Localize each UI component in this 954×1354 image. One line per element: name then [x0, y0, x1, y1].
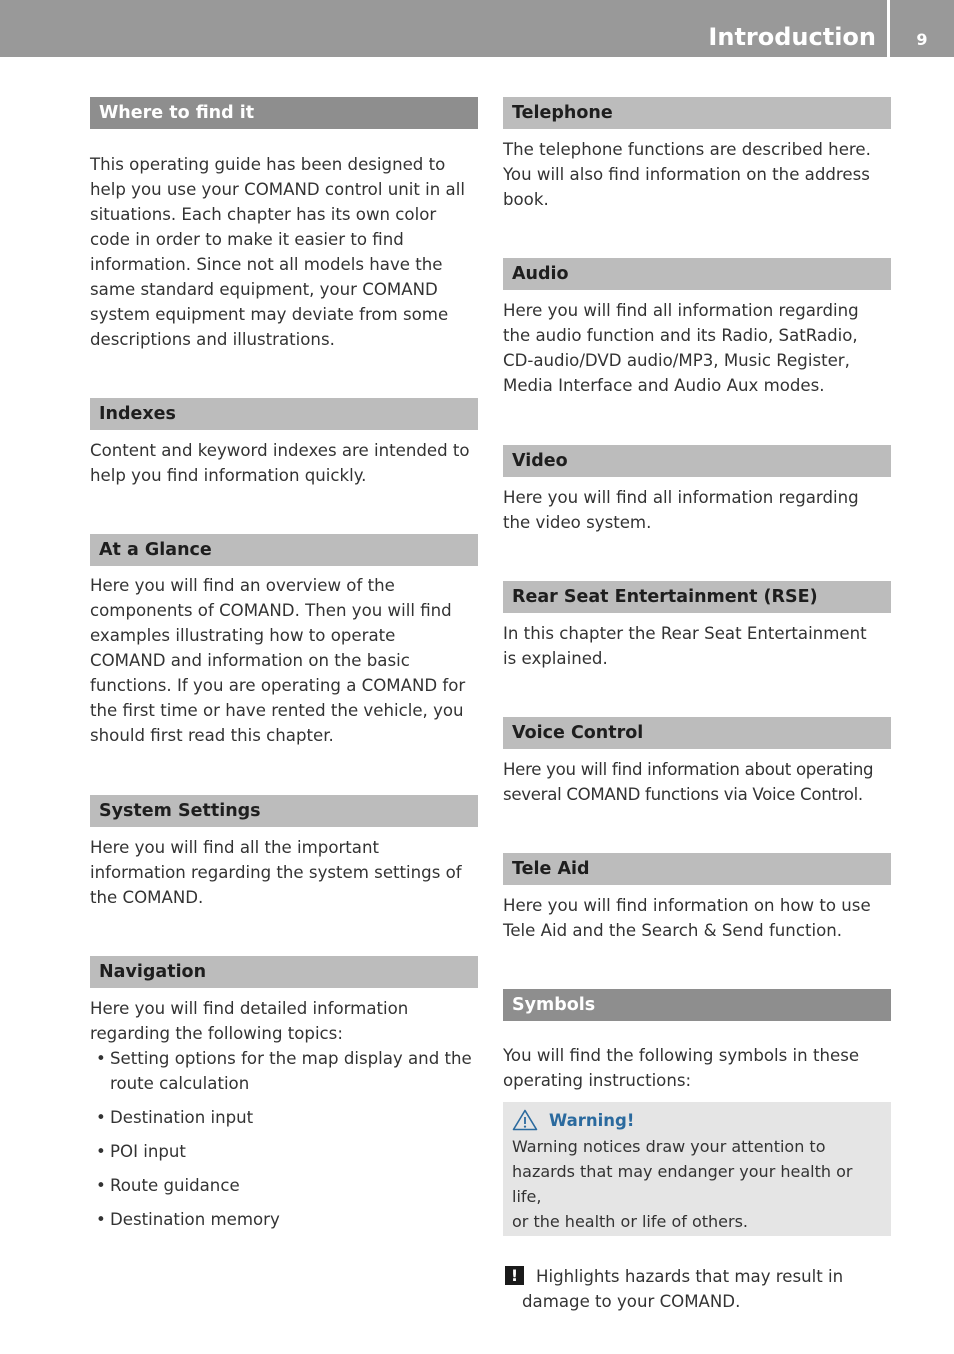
section-heading-indexes: Indexes	[90, 398, 478, 430]
warning-title: Warning!	[549, 1110, 635, 1130]
list-item: • Setting options for the map display and the route calculation	[96, 1049, 472, 1093]
voice-control-text: Here you will find information about operating several COMAND functions via Voice Control.	[503, 760, 874, 804]
section-heading-rse: Rear Seat Entertainment (RSE)	[503, 581, 891, 613]
tele-aid-text: Here you will find information on how to use Tele Aid and the Search & Send function.	[503, 896, 871, 940]
video-text: Here you will find all information regarding the video system.	[503, 488, 859, 532]
page-header	[0, 0, 954, 57]
section-heading-at-a-glance: At a Glance	[90, 534, 478, 566]
note-highlight	[503, 1264, 891, 1314]
list-item: • POI input	[96, 1142, 186, 1161]
list-item: • Route guidance	[96, 1176, 240, 1195]
warning-box	[503, 1102, 891, 1236]
system-settings-text: Here you will find all the important information regarding the system settings of the COMAND.	[90, 838, 462, 907]
left-column	[90, 97, 478, 1232]
indexes-text: Content and keyword indexes are intended to help you find information quickly.	[90, 441, 470, 485]
where-to-find-text: This operating guide has been designed to help you use your COMAND control unit in all situations. Each chapter has its own color code in order to make it easier to find information. Since not all models have the same standard equipment, your COMAND system equipment may deviate from some descriptions and illustrations.	[90, 155, 465, 349]
right-column	[503, 97, 891, 1314]
section-heading-system-settings: System Settings	[90, 795, 478, 827]
symbols-text: You will find the following symbols in these operating instructions:	[503, 1046, 860, 1090]
section-heading-video: Video	[503, 445, 891, 477]
section-heading-voice-control: Voice Control	[503, 717, 891, 749]
at-a-glance-text: Here you will find an overview of the components of COMAND. Then you will find examples illustrating how to operate COMAND and information on the basic functions. If you are operating a COMAND for the first time or have rented the vehicle, you should first read this chapter.	[90, 576, 466, 745]
rse-text: In this chapter the Rear Seat Entertainment is explained.	[503, 624, 867, 668]
warning-heading	[512, 1106, 883, 1134]
navigation-topic-list	[90, 1046, 478, 1232]
section-heading-tele-aid: Tele Aid	[503, 853, 891, 885]
section-heading-audio: Audio	[503, 258, 891, 290]
exclamation-icon: !	[505, 1266, 524, 1285]
navigation-text: Here you will find detailed information regarding the following topics:	[90, 999, 409, 1043]
list-item: • Destination memory	[96, 1210, 280, 1229]
audio-text: Here you will find all information regarding the audio function and its Radio, SatRadio, CD-audio/DVD audio/MP3, Music Register, Media Interface and Audio Aux modes.	[503, 301, 859, 395]
telephone-text: The telephone functions are described here. You will also find information on the address book.	[503, 140, 871, 209]
note-text-line-2: damage to your COMAND.	[522, 1292, 741, 1311]
page-number: 9	[916, 30, 928, 49]
warning-triangle-icon	[512, 1109, 538, 1131]
section-heading-telephone: Telephone	[503, 97, 891, 129]
section-heading-where-to-find-it: Where to find it	[90, 97, 478, 129]
list-item: • Destination input	[96, 1108, 254, 1127]
section-heading-symbols: Symbols	[503, 989, 891, 1021]
warning-text: Warning notices draw your attention to hazards that may endanger your health or life, or the health or life of others.	[512, 1137, 853, 1231]
chapter-title: Introduction	[708, 23, 876, 51]
section-heading-navigation: Navigation	[90, 956, 478, 988]
note-text-line-1: Highlights hazards that may result in	[536, 1267, 844, 1286]
